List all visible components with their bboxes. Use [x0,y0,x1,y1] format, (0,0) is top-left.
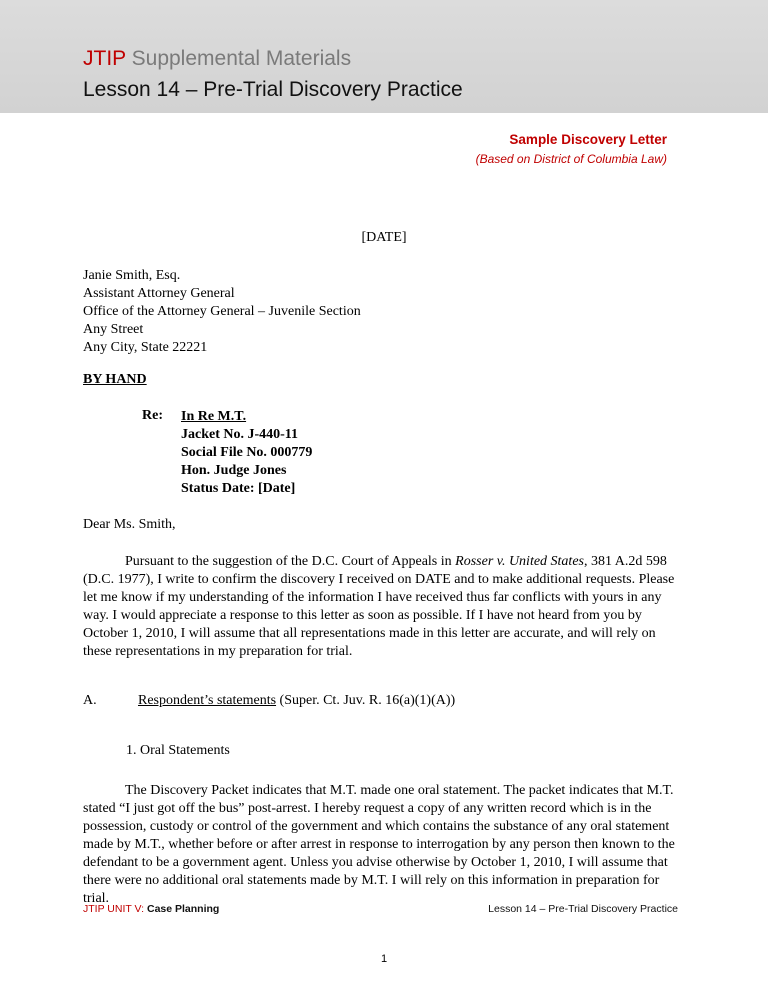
header-subtitle: Supplemental Materials [125,47,352,70]
doc-title: Sample Discovery Letter [509,132,667,147]
header-title [83,47,351,71]
address-line: Assistant Attorney General [83,286,235,301]
header-lesson: Lesson 14 – Pre-Trial Discovery Practice [83,78,463,101]
footer-lesson: Lesson 14 – Pre-Trial Discovery Practice [488,903,678,915]
subsection-oral-statements: 1. Oral Statements [126,743,230,758]
by-hand-label: BY HAND [83,372,147,387]
section-a-heading [83,693,455,709]
address-line: Office of the Attorney General – Juvenile Section [83,304,361,319]
letter-date: [DATE] [361,230,407,245]
re-line: Hon. Judge Jones [181,463,287,478]
address-line: Any Street [83,322,144,337]
re-label: Re: [142,408,163,423]
oral-statements-paragraph [83,782,683,908]
section-title: Respondent’s statements [138,693,277,708]
intro-paragraph [83,553,683,661]
case-citation: Rosser v. United States [455,554,584,569]
para1-after: , 381 A.2d 598 (D.C. 1977), I write to confirm the discovery I received on DATE and to make additional requests. Please let me know if my understanding of the information I have received thus far conflicts with yours in any way. I would appreciate a response to this letter as soon as possible. If I have not heard from you by October 1, 2010, I will assume that all representations made in this letter are accurate, and will rely on these representations in my preparation for trial. [83,554,675,659]
footer-unit [83,903,219,915]
salutation: Dear Ms. Smith, [83,517,176,532]
re-line: Status Date: [Date] [181,481,296,496]
address-line: Janie Smith, Esq. [83,268,181,283]
address-line: Any City, State 22221 [83,340,208,355]
re-line: Jacket No. J-440-11 [181,427,299,442]
para1-before: Pursuant to the suggestion of the D.C. Court of Appeals in [125,554,456,569]
re-line: Social File No. 000779 [181,445,313,460]
footer-prefix: JTIP UNIT V: [83,903,147,915]
re-case: In Re M.T. [181,409,247,424]
doc-subtitle: (Based on District of Columbia Law) [475,152,667,166]
page-number: 1 [380,953,388,965]
recipient-address [83,267,361,357]
para2-text: The Discovery Packet indicates that M.T. made one oral statement. The packet indicates that M.T. stated “I just got off the bus” post-arrest. I hereby request a copy of any written record which is in the possession, custody or control of the government and which contains the substance of any oral statement made by M.T., whether before or after arrest in response to interrogation by any person then known to the defendant to be a government agent. Unless you advise otherwise by October 1, 2010, I will assume that there were no additional oral statements made by M.T. I will rely on this information in preparation for trial. [83,783,675,906]
footer-unit-name: Case Planning [146,903,220,915]
re-block [181,408,312,498]
header-band [0,0,768,113]
header-brand: JTIP [83,47,126,70]
section-letter: A. [83,693,97,708]
section-rule: (Super. Ct. Juv. R. 16(a)(1)(A)) [276,693,456,708]
